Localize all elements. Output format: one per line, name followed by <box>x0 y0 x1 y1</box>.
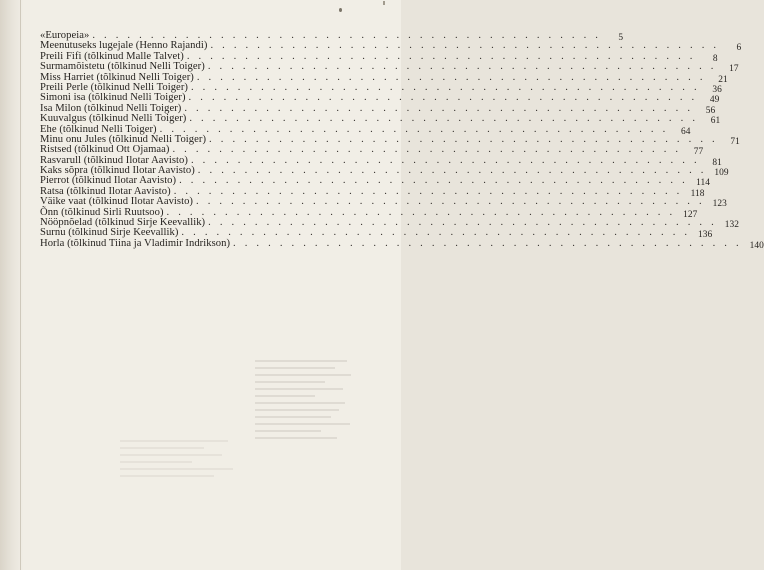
page-fold-line <box>20 0 21 570</box>
toc-entry-page-number: 21 <box>718 74 728 85</box>
toc-entry-title: Preili Fifi (tõlkinud Malle Talvet) <box>40 50 184 62</box>
toc-entry-title: «Europeia» <box>40 30 90 41</box>
dot-leader <box>230 239 742 249</box>
toc-entry-title: Preili Perle (tõlkinud Nelli Toiger) <box>40 81 188 93</box>
toc-entry-page-number: 136 <box>698 230 713 241</box>
toc-entry-page-number: 140 <box>749 240 764 251</box>
toc-entry-page-number: 56 <box>705 105 716 116</box>
toc-entry-title: Ehe (tõlkinud Nelli Toiger) <box>40 123 157 135</box>
toc-entry-title: Meenutuseks lugejale (Henno Rajandi) <box>40 40 208 52</box>
toc-entry <box>40 237 764 251</box>
table-of-contents <box>40 30 764 251</box>
toc-entry <box>40 61 739 75</box>
toc-entry-page-number: 17 <box>729 64 739 75</box>
toc-entry-title: Õnn (tõlkinud Sirli Ruutsoo) <box>40 206 164 218</box>
toc-entry <box>40 113 721 127</box>
toc-entry-page-number: 132 <box>724 220 739 231</box>
toc-entry-page-number: 127 <box>683 209 698 220</box>
toc-entry-title: Ristsed (tõlkinud Ott Ojamaa) <box>40 144 170 156</box>
toc-entry-title: Rasvarull (tõlkinud Ilotar Aavisto) <box>40 154 188 166</box>
paper-mark <box>383 1 385 5</box>
toc-entry-title: Surnu (tõlkinud Sirje Keevallik) <box>40 227 179 239</box>
toc-entry-title: Horla (tõlkinud Tiina ja Vladimir Indrikson) <box>40 237 231 249</box>
dot-leader <box>186 114 698 124</box>
toc-entry-page-number: 8 <box>712 53 718 64</box>
toc-entry-title: Väike vaat (tõlkinud Ilotar Aavisto) <box>40 196 194 208</box>
toc-entry-page-number: 109 <box>714 168 729 179</box>
show-through-text <box>120 440 240 540</box>
toc-entry-title: Miss Harriet (tõlkinud Nelli Toiger) <box>40 71 194 83</box>
toc-entry-page-number: 114 <box>696 178 710 189</box>
toc-entry-title: Kaks sõpra (tõlkinud Ilotar Aavisto) <box>40 165 195 177</box>
toc-entry-title: Nööpnõelad (tõlkinud Sirje Keevallik) <box>40 217 206 229</box>
toc-entry-page-number: 81 <box>712 157 722 168</box>
paper-speck <box>339 8 342 12</box>
toc-entry-page-number: 71 <box>730 136 740 147</box>
toc-entry-title: Simoni isa (tõlkinud Nelli Toiger) <box>40 92 186 104</box>
toc-entry-title: Ratsa (tõlkinud Ilotar Aavisto) <box>40 185 171 197</box>
toc-entry-page-number: 61 <box>710 116 721 127</box>
toc-entry-title: Pierrot (tõlkinud Ilotar Aavisto) <box>40 175 177 187</box>
toc-entry-page-number: 118 <box>690 188 705 199</box>
show-through-text <box>255 360 355 460</box>
toc-entry-title: Surmamõistetu (tõlkinud Nelli Toiger) <box>40 61 205 73</box>
toc-entry-page-number: 5 <box>618 33 624 43</box>
toc-entry-page-number: 6 <box>736 43 742 54</box>
toc-entry-page-number: 123 <box>712 199 727 210</box>
toc-entry-page-number: 77 <box>693 147 704 158</box>
toc-entry-title: Kuuvalgus (tõlkinud Nelli Toiger) <box>40 113 187 125</box>
toc-entry-title: Isa Milon (tõlkinud Nelli Toiger) <box>40 102 182 114</box>
toc-entry-page-number: 64 <box>680 126 691 137</box>
toc-entry-page-number: 49 <box>709 95 720 106</box>
toc-entry-title: Minu onu Jules (tõlkinud Nelli Toiger) <box>40 133 207 145</box>
toc-entry-page-number: 36 <box>712 84 722 95</box>
